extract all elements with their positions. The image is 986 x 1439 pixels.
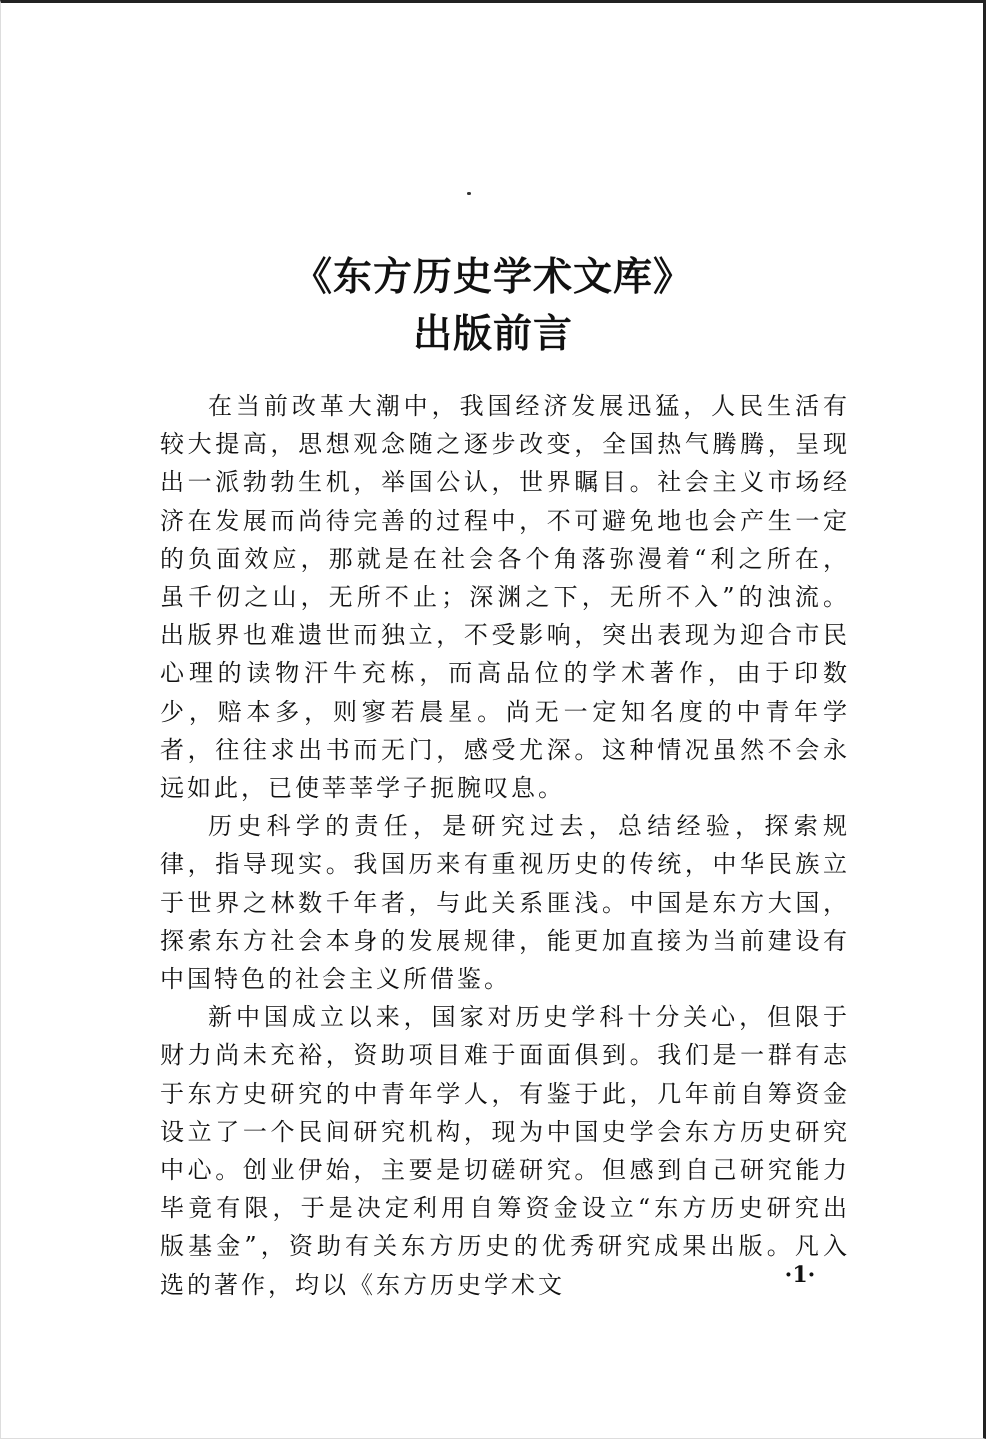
body-text — [160, 387, 850, 1304]
page-number: ·1· — [784, 1262, 816, 1288]
paragraph-2: 历史科学的责任，是研究过去，总结经验，探索规律，指导现实。我国历来有重视历史的传统，中华民族立于世界之林数千年者，与此关系匪浅。中国是东方大国，探索东方社会本身的发展规律，能更加直接为当前建设有中国特色的社会主义所借鉴。 — [160, 812, 850, 994]
document-title: 《东方历史学术文库》 — [292, 254, 693, 300]
stray-dot-mark — [467, 192, 471, 195]
paragraph-1: 在当前改革大潮中，我国经济发展迅猛，人民生活有较大提高，思想观念随之逐步改变，全国热气腾腾，呈现出一派勃勃生机，举国公认，世界瞩目。社会主义市场经济在发展而尚待完善的过程中，不可避免地也会产生一定的负面效应，那就是在社会各个角落弥漫着“利之所在，虽千仞之山，无所不止；深渊之下，无所不入”的浊流。出版界也难遗世而独立，不受影响，突出表现为迎合市民心理的读物汗牛充栋，而高品位的学术著作，由于印数少，赔本多，则寥若晨星。尚无一定知名度的中青年学者，往往求出书而无门，感受尤深。这种情况虽然不会永远如此，已使莘莘学子扼腕叹息。 — [160, 392, 850, 803]
document-subtitle: 出版前言 — [412, 311, 573, 357]
paragraph-3: 新中国成立以来，国家对历史学科十分关心，但限于财力尚未充裕，资助项目难于面面俱到。我们是一群有志于东方史研究的中青年学人，有鉴于此，几年前自筹资金设立了一个民间研究机构，现为中国史学会东方历史研究中心。创业伊始，主要是切磋研究。但感到自己研究能力毕竟有限，于是决定利用自筹资金设立“东方历史研究出版基金”，资助有关东方历史的优秀研究成果出版。凡入选的著作，均以《东方历史学术文 — [160, 1003, 850, 1299]
